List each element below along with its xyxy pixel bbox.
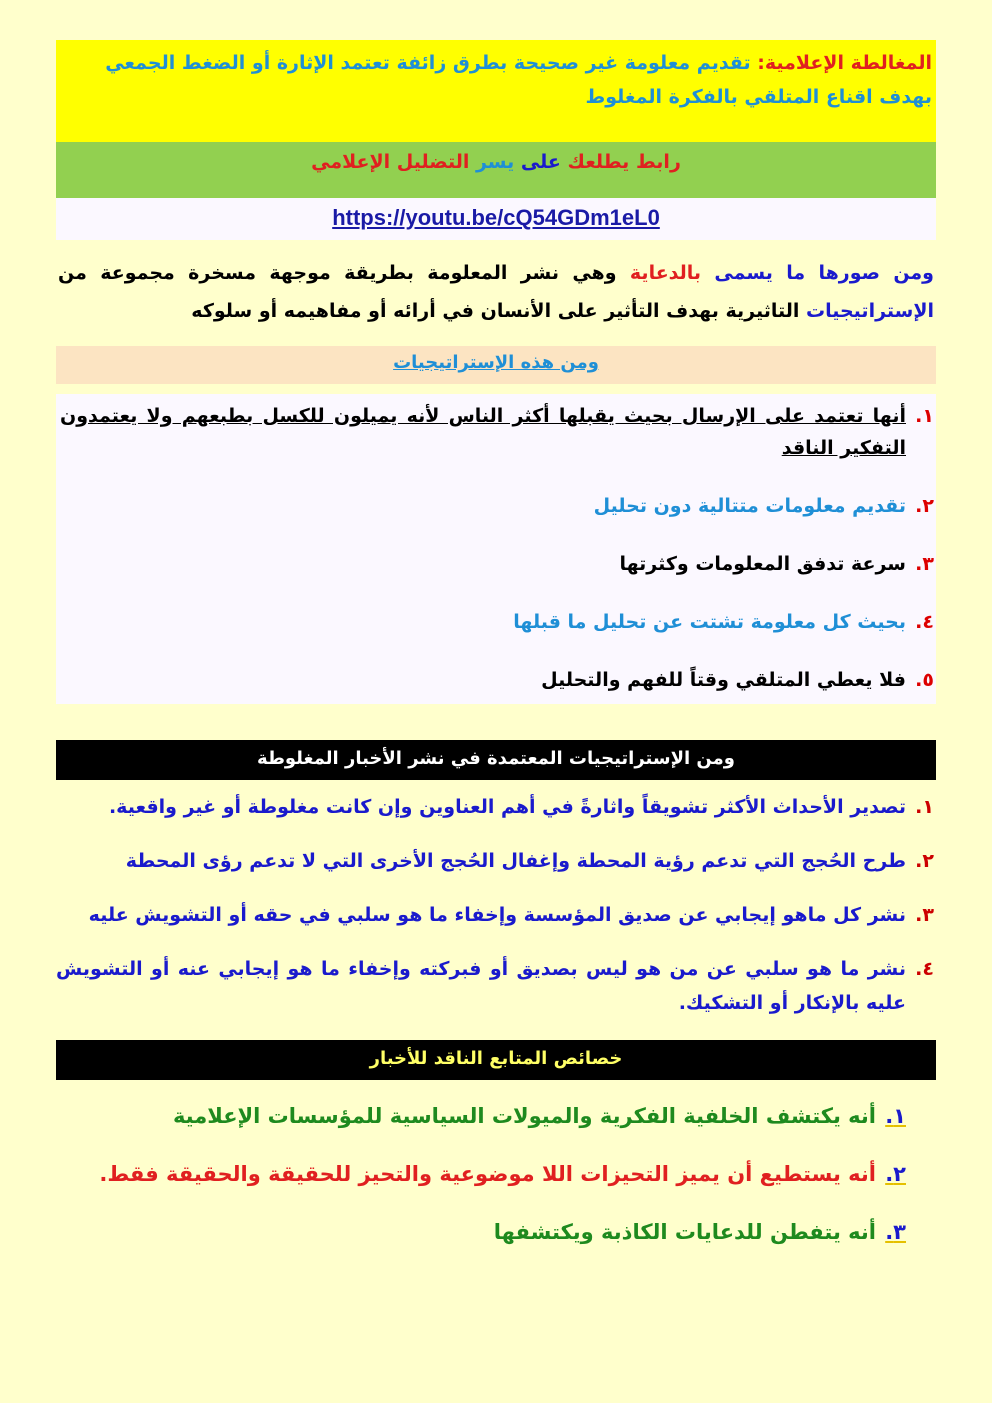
strategies-heading: ومن هذه الإستراتيجيات [393,352,599,373]
item-text: سرعة تدفق المعلومات وكثرتها [619,553,906,575]
item-number: ١. [915,405,934,427]
item-text: أنه يستطيع أن يميز التحيزات اللا موضوعية والتحيز للحقيقة والحقيقة فقط. [99,1162,876,1186]
list-item [56,790,934,824]
item-text: بحيث كل معلومة تشتت عن تحليل ما قبلها [513,611,906,633]
term-label: المغالطة الإعلامية [764,52,932,74]
strategies-heading-box [56,346,936,384]
critic-traits-list [56,1100,936,1248]
news-heading-box [56,740,936,780]
term-colon: : [757,52,765,74]
item-text: تقديم معلومات متتالية دون تحليل [593,495,906,517]
banner-word-2: يطلعك [567,151,630,173]
strategies-list [56,394,936,704]
list-item [60,606,934,638]
news-strategies-list [56,790,936,1020]
banner-word-3: على [520,151,561,173]
propaganda-highlight: بالدعاية [629,262,702,284]
item-text: طرح الحُجج التي تدعم رؤية المحطة وإغفال الحُجج الأخرى التي لا تدعم رؤى المحطة [125,850,906,872]
list-item [60,664,934,696]
critic-heading-box [56,1040,936,1080]
propaganda-highlight2: الإستراتيجيات [806,300,934,322]
banner-word-1: رابط [635,151,681,173]
list-item [56,844,934,878]
item-text: نشر ما هو سلبي عن من هو ليس بصديق أو فبركته وإخفاء ما هو إيجابي عنه أو التشويش عليه بالإنكار أو التشكيك. [56,958,906,1014]
list-item [60,490,934,522]
list-item [60,548,934,580]
item-number: ٣. [915,904,934,926]
item-number: ٢. [885,1162,906,1186]
item-text: نشر كل ماهو إيجابي عن صديق المؤسسة وإخفاء ما هو سلبي في حقه أو التشويش عليه [88,904,906,926]
definition-text: تقديم معلومة غير صحيحة بطرق زائفة تعتمد الإثارة أو الضغط الجمعي بهدف اقناع المتلقي بالفكرة المغلوط [105,52,932,108]
news-heading: ومن الإستراتيجيات المعتمدة في نشر الأخبار المغلوطة [257,748,735,769]
video-link[interactable]: https://youtu.be/cQ54GDm1eL0 [332,205,660,230]
propaganda-part3: التاثيرية بهدف التأثير على الأنسان في أرائه أو مفاهيمه أو سلوكه [191,300,800,322]
document-page [56,40,936,1274]
item-number: ٣. [885,1220,906,1244]
item-number: ٤. [915,958,934,980]
propaganda-paragraph [56,254,936,330]
video-link-bar [56,198,936,240]
banner-word-4: يسر [475,151,515,173]
item-number: ١. [915,796,934,818]
link-banner [56,142,936,198]
definition-box [56,40,936,142]
list-item [56,952,934,1020]
critic-heading: خصائص المتابع الناقد للأخبار [369,1048,623,1069]
item-number: ٢. [915,850,934,872]
item-number: ٢. [915,495,934,517]
item-text: فلا يعطي المتلقي وقتاً للفهم والتحليل [541,669,906,691]
item-number: ٣. [915,553,934,575]
list-item [56,1158,906,1190]
item-number: ٤. [915,611,934,633]
propaganda-part2: وهي نشر المعلومة بطريقة موجهة مسخرة مجموعة من [58,262,617,284]
item-number: ١. [885,1104,906,1128]
item-text: أنه يكتشف الخلفية الفكرية والميولات السياسية للمؤسسات الإعلامية [172,1104,876,1128]
list-item [56,1216,906,1248]
list-item [60,400,934,464]
item-text: أنها تعتمد على الإرسال بحيث يقبلها أكثر الناس لأنه يميلون للكسل بطبعهم ولا يعتمدون التفكير الناقد [60,405,906,459]
list-item [56,1100,906,1132]
item-number: ٥. [915,669,934,691]
item-text: تصدير الأحداث الأكثر تشويقاً واثارةً في أهم العناوين وإن كانت مغلوطة أو غير واقعية. [108,796,906,818]
list-item [56,898,934,932]
item-text: أنه يتفطن للدعايات الكاذبة ويكتشفها [493,1220,876,1244]
propaganda-part1: ومن صورها ما يسمى [714,262,934,284]
banner-word-5: التضليل الإعلامي [311,151,470,173]
